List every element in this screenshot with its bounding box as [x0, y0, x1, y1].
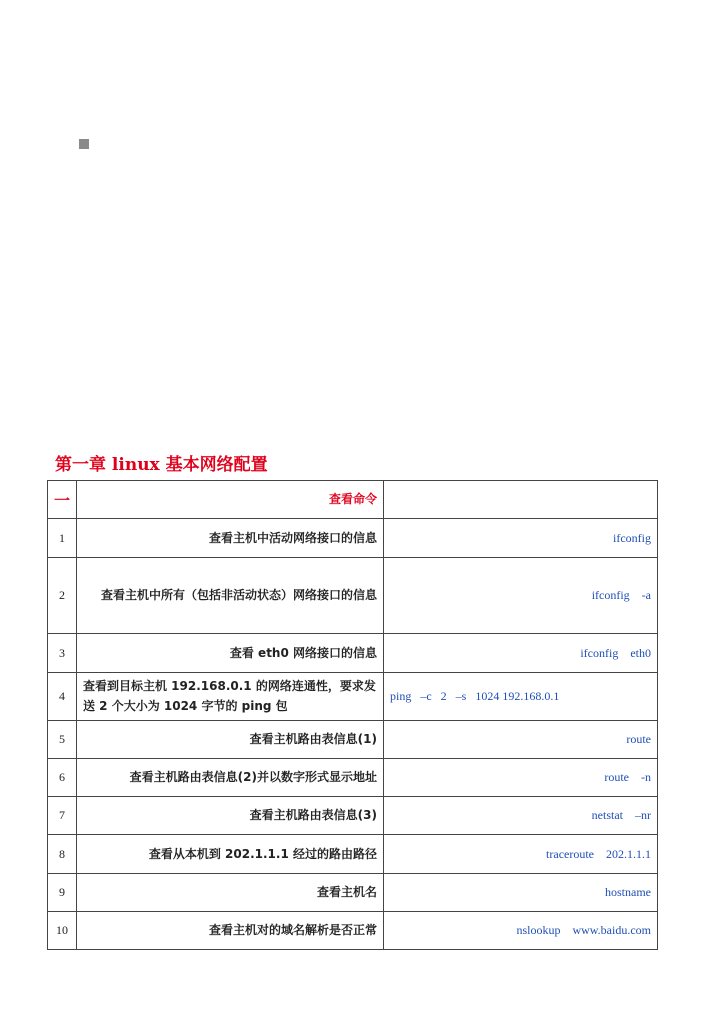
header-cmd	[384, 481, 658, 519]
row-num: 10	[48, 912, 77, 950]
row-cmd: ifconfig	[384, 519, 658, 558]
row-desc: 查看主机路由表信息(1)	[77, 721, 384, 759]
header-desc: 查看命令	[77, 481, 384, 519]
table-row	[48, 759, 658, 797]
row-cmd: netstat –nr	[384, 797, 658, 835]
row-cmd: route	[384, 721, 658, 759]
table-row	[48, 721, 658, 759]
row-cmd: ifconfig eth0	[384, 634, 658, 673]
row-cmd: nslookup www.baidu.com	[384, 912, 658, 950]
row-desc: 查看主机中活动网络接口的信息	[77, 519, 384, 558]
row-num: 6	[48, 759, 77, 797]
row-desc: 查看主机路由表信息(3)	[77, 797, 384, 835]
table-header-row	[48, 481, 658, 519]
row-desc: 查看 eth0 网络接口的信息	[77, 634, 384, 673]
row-desc: 查看主机路由表信息(2)并以数字形式显示地址	[77, 759, 384, 797]
table-row	[48, 874, 658, 912]
table-row	[48, 835, 658, 874]
row-cmd: route -n	[384, 759, 658, 797]
row-cmd: ifconfig -a	[384, 558, 658, 634]
row-cmd: traceroute 202.1.1.1	[384, 835, 658, 874]
chapter-title: 第一章 linux 基本网络配置	[55, 455, 268, 475]
row-num: 4	[48, 673, 77, 721]
row-desc: 查看主机对的域名解析是否正常	[77, 912, 384, 950]
row-num: 7	[48, 797, 77, 835]
row-num: 3	[48, 634, 77, 673]
row-num: 1	[48, 519, 77, 558]
row-num: 8	[48, 835, 77, 874]
table-row	[48, 912, 658, 950]
row-desc: 查看主机中所有（包括非活动状态）网络接口的信息	[77, 558, 384, 634]
table-row	[48, 634, 658, 673]
table-row	[48, 797, 658, 835]
header-num: 一	[48, 481, 77, 519]
row-desc: 查看到目标主机 192.168.0.1 的网络连通性，要求发送 2 个大小为 1024 字节的 ping 包	[77, 673, 384, 721]
table-row	[48, 558, 658, 634]
row-cmd: hostname	[384, 874, 658, 912]
table-row	[48, 673, 658, 721]
row-desc: 查看从本机到 202.1.1.1 经过的路由路径	[77, 835, 384, 874]
row-num: 9	[48, 874, 77, 912]
row-num: 5	[48, 721, 77, 759]
command-table	[47, 480, 658, 950]
row-cmd: ping –c 2 –s 1024 192.168.0.1	[384, 673, 658, 721]
table-row	[48, 519, 658, 558]
bullet-square-icon	[79, 139, 89, 149]
row-num: 2	[48, 558, 77, 634]
row-desc: 查看主机名	[77, 874, 384, 912]
